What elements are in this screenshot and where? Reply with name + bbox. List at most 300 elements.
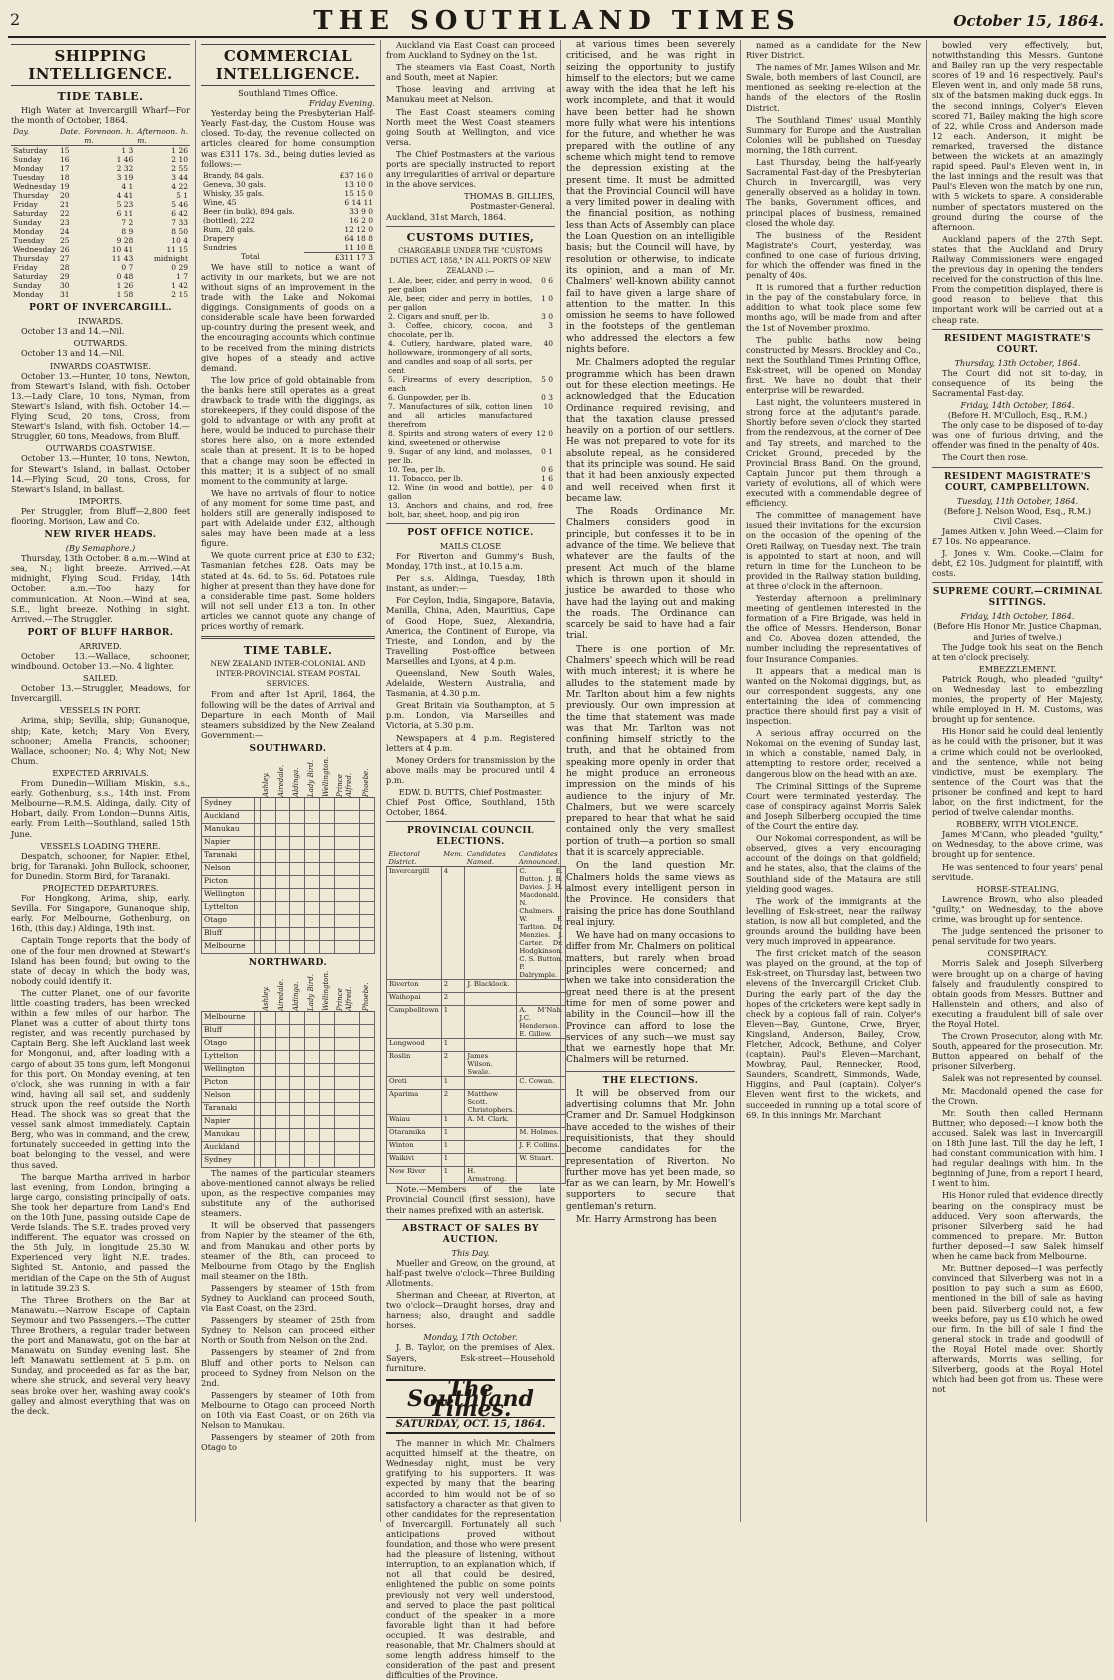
coastwise-in-text: October 13.—Hunter, 10 tons, Newton, from Stewart's Island, with fish. October 13.—Lady Clare, 10 tons, Nyman, from Stewart's Island, with fish. October 14.—Flying Scud, 20 tons, Cross, from Stewart's Island, with fish. October 14.—Struggler, 60 tons, Meadows, from Bluff.	[11, 370, 190, 442]
duty-row	[201, 171, 375, 180]
po-text-5: Great Britain via Southampton, at 5 p.m. London, via Marseilles and Victoria, at 5.30 p.m.	[386, 700, 555, 731]
northward-corner	[202, 971, 255, 1012]
northward-date	[360, 1128, 375, 1141]
ship-name: Prince Alfred.	[336, 986, 354, 1011]
southward-date	[305, 927, 320, 940]
southward-date	[275, 875, 290, 888]
southward-date	[275, 836, 290, 849]
southward-date	[334, 914, 359, 927]
southward-date	[320, 823, 335, 836]
northward-date	[290, 1154, 305, 1167]
duty-item: Brandy, 84 gals.	[203, 170, 265, 180]
northward-date	[275, 1128, 290, 1141]
tide-cell: midnight	[153, 254, 188, 264]
northward-date	[334, 1037, 359, 1050]
news-para-15: The work of the immigrants at the levelling of Esk-street, near the railway station, is now all but completed, and the grounds around the building have been very much improved in appearance.	[746, 895, 921, 947]
coastwise-in-label: INWARDS COASTWISE.	[49, 360, 152, 371]
elections-cell: 1	[441, 1141, 465, 1154]
southward-date	[290, 914, 305, 927]
southward-date	[320, 875, 335, 888]
office-date: Friday Evening.	[308, 98, 375, 109]
editorial-para-7: It will be observed from our advertising columns that Mr. John Cramer and Dr. Samuel Hodgkinson have acceded to the wishes of their requisitionists, that they should become candidates for the representation of Riverton. No further move has yet been made, so far as we can learn, by Mr. Howell's supporters to secure that gentleman's return.	[566, 1088, 735, 1212]
page-number: 2	[10, 10, 21, 29]
news-para-3: The Southland Times' usual Monthly Summary for Europe and the Australian Colonies will be published on Tuesday morning, the 18th current.	[746, 114, 921, 155]
southward-date	[320, 849, 335, 862]
elections-column-header: Electoral District.	[387, 850, 442, 867]
southward-row	[202, 875, 375, 888]
rm-text-1: The Court did not sit to-day, in consequence of its being the Sacramental Fast-day.	[932, 367, 1103, 398]
elections-cell	[517, 993, 566, 1006]
tide-row	[11, 245, 190, 254]
southward-row	[202, 823, 375, 836]
duty-item: (bottled), 222	[203, 215, 255, 225]
customs-duty-row	[386, 465, 555, 474]
customs-duty-row	[386, 294, 555, 312]
northward-row	[202, 1102, 375, 1115]
northward-date	[334, 1076, 359, 1089]
northward-date	[320, 1076, 335, 1089]
customs-duty-rate: 0 6	[541, 464, 553, 474]
elections-cell: Winton	[387, 1141, 442, 1154]
elections-cell	[517, 1167, 566, 1184]
northward-date	[305, 1141, 320, 1154]
editorial-para-4: There is one portion of Mr. Chalmers' speech which will be read with much interest; it is where he alludes to the statement made by Mr. Tarlton about him a few nights previously. Our own impression at the time that statement was made was that Mr. Tarlton was not confining himself strictly to the truth, and that he obtained from speaking more openly in order that he might produce an erroneous impression on the minds of his audience to the injury of Mr. Chalmers, but we were scarcely prepared to hear that what he said contained only the very smallest portion of truth—a portion so small that it is scarcely appreciable.	[566, 644, 735, 859]
sc-text-1: The Judge took his seat on the Bench at ten o'clock precisely.	[932, 641, 1103, 662]
tide-column-header: Forenoon. h. m.	[84, 127, 134, 146]
southward-date	[360, 836, 375, 849]
customs-duty-rate: 5 0	[541, 374, 553, 384]
in-port-text: Arima, ship; Sevilla, ship; Gunanoque, ship; Kate, ketch; Mary Von Every, schooner; Amelia Francis, schooner; Wallace, schooner; No. 4; Why Not; New Chum.	[11, 715, 190, 766]
commercial-para-1: We have still to notice a want of activity in our markets, but we are not without signs of an improvement in the trade with the Lake and Nokomai diggings. Consignments of goods on a considerable scale have been forwarded up-country during the present week, and the encouraging accounts which continue to be received from the mining districts give hopes of a steady and active demand.	[201, 261, 375, 373]
elections-cell: H. Armstrong.	[465, 1167, 517, 1184]
southward-date	[305, 914, 320, 927]
elections-cell: W. Stuart.	[517, 1154, 566, 1167]
tide-row	[11, 155, 190, 164]
camp-case-2: J. Jones v. Wm. Cooke.—Claim for debt, £2 10s. Judgment for plaintiff, with costs.	[932, 548, 1103, 579]
elections-row	[387, 1006, 566, 1039]
duties-total	[201, 252, 375, 262]
sc-text-14: Mr. Buttner deposed—I was perfectly convinced that Silverberg was not in a position to pay such a sum as £600, mentioned in the bill of sale as having been paid. Silverberg could not, a few weeks before, pay us £10 which he owed our firm. In the bill of sale I find the general stock in trade and goodwill of the Royal Hotel made over. Shortly afterwards, Morris was selling, for Silverberg, goods at the Royal Hotel which had been got from us. These were not	[932, 1263, 1103, 1395]
southward-date	[260, 797, 275, 810]
southward-date	[260, 901, 275, 914]
customs-duty-rate: 4 0	[541, 482, 553, 492]
northward-date	[305, 1102, 320, 1115]
southward-date	[260, 940, 275, 953]
elections-cell: Waikivi	[387, 1154, 442, 1167]
editorial-para-1: at various times been severely criticised, and he was right in seizing the opportunity to justify himself to the electors; but we came away with the idea that he left his work incomplete, and that it would have been better had he shown more fully what were his intentions for the future, and whether he was prepared with the outline of any scheme which might tend to remove the depression existing at the present time. It must be admitted that the Provincial Council will have a very limited power in dealing with the financial position, as nothing less than Acts of Assembly can place the Loan Question on an intelligible basis; but the Council will have, by resolution or otherwise, to indicate its opinion, and a man of Mr. Chalmers' well-known ability cannot fail to have given a large share of attention to the matter. In this omission he seems to have followed in the footsteps of the gentleman who addressed the electors a few nights before.	[566, 40, 735, 356]
customs-notice-4: The East Coast steamers coming North meet the West Coast steamers going South at Wellington, and vice versa.	[386, 106, 555, 147]
commercial-para-2: The low price of gold obtainable from the banks here still operates as a great drawback to trade with the diggings, as storekeepers, if they could dispose of the gold to advantage or with any profit at here, would be induced to purchase their stores here also, on a more extended scale than at present. It is to be hoped that a change may soon be effected in this matter; it is a subject of no small moment to the community at large.	[201, 374, 375, 486]
bluff-sailed-text: October 13.—Struggler, Meadows, for Invercargill.	[11, 683, 190, 704]
camp-civil: Civil Cases.	[993, 515, 1042, 526]
northward-date	[260, 1063, 275, 1076]
tide-row	[11, 200, 190, 209]
northward-date	[360, 1089, 375, 1102]
customs-duty-item: 2. Cigars and snuff, per lb.	[388, 311, 490, 321]
elections-heading: THE ELECTIONS.	[602, 1075, 699, 1086]
tide-cell: Friday	[13, 263, 38, 273]
northward-date	[320, 1154, 335, 1167]
shipping-para-4: The Three Brothers on the Bar at Manawatu.—Narrow Escape of Captain Seymour and two Passengers.—The cutter Three Brothers, a regular trader between the port and Manawatu, got on the bar at Manawatu on Sunday evening last. She left Manawatu settlement at 5 p.m. on Sunday, and proceeded as far as the bar, where she struck, and several very heavy seas broke over her, washing away cook's galley and almost everything that was on the deck.	[11, 1294, 190, 1416]
inwards-text: October 13 and 14.—Nil.	[21, 326, 125, 337]
shipping-para-3: The barque Martha arrived in harbor last evening, from London, bringing a large cargo, consisting principally of oats. She took her departure from Land's End on the 10th June, passing outside Cape de Verde Islands. The S.E. trades proved very indifferent. The equator was crossed on the 5th July, in longitude 25.30 W. Experienced very light N.E. trades. Sighted St. Antonio, and passed the meridian of the Cape on the 5th of August in latitude 39.23 S.	[11, 1171, 190, 1293]
ship-name: Wellington.	[321, 756, 330, 797]
news-para-1: named as a candidate for the New River District.	[746, 40, 921, 61]
tide-cell: 3 19	[116, 173, 134, 183]
northward-port: Taranaki	[202, 1102, 255, 1115]
elections-cell: Roslin	[387, 1052, 442, 1077]
northward-row	[202, 1037, 375, 1050]
tide-row	[11, 182, 190, 191]
southward-date	[275, 797, 290, 810]
tide-cell: 9 28	[116, 236, 134, 246]
bluff-heading: PORT OF BLUFF HARBOR.	[27, 627, 174, 638]
tide-column-header: Day.	[11, 127, 58, 146]
column-commercial	[196, 40, 381, 1522]
southward-date	[290, 836, 305, 849]
duty-item: Wine, 45	[203, 197, 237, 207]
northward-port: Picton	[202, 1076, 255, 1089]
mails-close-label: MAILS CLOSE	[439, 540, 502, 551]
northward-date	[305, 1089, 320, 1102]
rm-date-1: Thursday, 13th October, 1864.	[954, 357, 1081, 368]
southward-heading: SOUTHWARD.	[249, 743, 327, 754]
masthead	[8, 6, 1106, 38]
elections-cell: 1	[441, 1039, 465, 1052]
elections-cell: Otaramika	[387, 1128, 442, 1141]
southward-date	[360, 901, 375, 914]
southward-date	[360, 823, 375, 836]
northward-table	[201, 971, 375, 1168]
southward-date	[260, 823, 275, 836]
southward-date	[334, 901, 359, 914]
customs-duty-rate: 1 0	[541, 293, 553, 303]
northward-date	[275, 1089, 290, 1102]
southward-port: Sydney	[202, 797, 255, 810]
southward-date	[320, 901, 335, 914]
camp-date: Tuesday, 11th October, 1864.	[956, 495, 1079, 506]
timetable-note-3: Passengers by steamer of 15th from Sydney to Auckland can proceed South, via East Coast, on the 23rd.	[201, 1282, 375, 1314]
northward-port: Manukau	[202, 1128, 255, 1141]
northward-date	[360, 1011, 375, 1024]
duty-item: Geneva, 30 gals.	[203, 179, 267, 189]
tide-cell: Sunday	[13, 281, 42, 291]
po-text-2: Per s.s. Aldinga, Tuesday, 18th instant, as under:—	[386, 573, 555, 594]
tide-cell: 27	[59, 254, 70, 264]
southward-date	[320, 836, 335, 849]
column-shipping	[6, 40, 196, 1522]
northward-date	[320, 1141, 335, 1154]
customs-duty-rate: 12 0	[536, 428, 553, 438]
tide-row	[11, 272, 190, 281]
tide-cell: 10 4	[171, 236, 188, 246]
sc-date: Friday, 14th October, 1864.	[960, 611, 1075, 622]
southward-date	[275, 940, 290, 953]
river-heads-sub: (By Semaphore.)	[65, 543, 136, 554]
auction-day: This Day.	[451, 1247, 490, 1258]
southward-date	[260, 810, 275, 823]
northward-date	[305, 1037, 320, 1050]
elections-cell	[465, 1141, 517, 1154]
northward-date	[320, 1102, 335, 1115]
tide-cell: Saturday	[13, 209, 48, 219]
sc-judge: (Before His Honor Mr. Justice Chapman, and Juries of twelve.)	[933, 621, 1102, 642]
customs-heading: CUSTOMS DUTIES,	[406, 230, 535, 244]
timetable-note-1: The names of the particular steamers above-mentioned cannot always be relied upon, as the respective companies may substitute any of the authorised steamers.	[201, 1167, 375, 1219]
tide-row	[11, 281, 190, 290]
northward-date	[260, 1141, 275, 1154]
southward-port: Manukau	[202, 823, 255, 836]
loading-text: Despatch, schooner, for Napier. Ethel, brig, for Taranaki. John Bullock, schooner, for Dunedin. Storm Bird, for Taranaki.	[11, 850, 190, 881]
northward-date	[320, 1063, 335, 1076]
tide-cell: Friday	[13, 200, 38, 210]
tide-cell: 28	[59, 263, 70, 273]
elections-cell: 1	[441, 1006, 465, 1039]
sc-robbery: ROBBERY, WITH VIOLENCE.	[956, 819, 1079, 830]
shipping-para-1: Captain Tonge reports that the body of one of the four men drowned at Stewart's Island has been found; but owing to the state of decay in which the body was, nobody could identify it.	[11, 935, 190, 986]
auction-3: J. B. Taylor, on the premises of Alex. Sayers, Esk-street—Household furniture.	[386, 1342, 555, 1373]
southward-row	[202, 901, 375, 914]
tide-cell: 22	[59, 209, 70, 219]
customs-duty-rate: free	[537, 500, 553, 510]
southward-date	[334, 940, 359, 953]
elections-column-header: Candidates Named.	[465, 850, 517, 867]
news-para-2: The names of Mr. James Wilson and Mr. Swale, both members of last Council, are mentioned as seeking re-election at the hands of the electors of the Roslin District.	[746, 62, 922, 113]
sc-text-10: Salek was not represented by counsel.	[942, 1073, 1103, 1084]
elections-cell	[517, 980, 566, 993]
northward-date	[320, 1050, 335, 1063]
column-news	[741, 40, 927, 1522]
tide-cell: Thursday	[13, 254, 49, 264]
northward-row	[202, 1024, 375, 1037]
northward-ship-header	[360, 971, 375, 1012]
tide-cell: 1 26	[116, 281, 134, 291]
customs-duty-table	[386, 276, 555, 519]
courts-para-2: Auckland papers of the 27th Sept. states that the Auckland and Drury Railway Commissioners were engaged the previous day in opening the tenders received for the construction of this line. From the competition displayed, there is good reason to believe that this important work will be carried out at a cheap rate.	[932, 233, 1103, 325]
duty-item: Rum, 28 gals.	[203, 224, 256, 234]
editorial-para-8: Mr. Harry Armstrong has been	[576, 1214, 717, 1225]
camp-case-1: James Aitken v. John Weed.—Claim for £7 10s. No appearance.	[932, 525, 1103, 546]
tide-cell: Sunday	[13, 218, 42, 228]
southward-date	[290, 927, 305, 940]
customs-duty-row	[386, 339, 555, 375]
southward-date	[305, 823, 320, 836]
tide-row	[11, 263, 190, 272]
elections-cell: Campbelltown	[387, 1006, 442, 1039]
southward-date	[260, 914, 275, 927]
northward-row	[202, 1115, 375, 1128]
duty-amount: 16 2 0	[349, 215, 373, 225]
southward-date	[305, 849, 320, 862]
news-para-7: The public baths now being constructed by Messrs. Brockley and Co., next the Southland Times Printing Office, Esk-street, will be opened on Monday first. We have no doubt that their enterprise will be rewarded.	[746, 334, 921, 396]
southward-ship-header	[275, 757, 290, 798]
elections-cell: 2	[441, 980, 465, 993]
southward-date	[260, 849, 275, 862]
po-text-3: For Ceylon, India, Singapore, Batavia, Manilla, China, Aden, Mauritius, Cape of Good Hope, Suez, Alexandria, America, the Continent of Europe, via Trieste, and London, and by the Travelling Post-office between Marseilles and Lyons, at 4 p.m.	[386, 595, 555, 666]
loading-label: VESSELS LOADING THERE.	[40, 840, 161, 851]
northward-date	[260, 1115, 275, 1128]
ship-name: Airedale.	[277, 978, 286, 1011]
southward-date	[360, 888, 375, 901]
news-para-5: The business of the Resident Magistrate's Court, yesterday, was confined to one case of furious driving, for which the offender was fined in the penalty of 40s.	[746, 229, 921, 281]
tide-cell: 1 7	[176, 272, 188, 282]
northward-row	[202, 1141, 375, 1154]
elections-row	[387, 1077, 566, 1090]
in-port-label: VESSELS IN PORT.	[60, 705, 141, 716]
customs-duty-rate: 3 0	[541, 311, 553, 321]
auction-monday: Monday, 17th October.	[423, 1332, 518, 1343]
po-text-6: Newspapers at 4 p.m. Registered letters at 4 p.m.	[386, 732, 555, 753]
southward-date	[305, 940, 320, 953]
southward-ship-header	[360, 757, 375, 798]
bluff-arrived-text: October 13.—Wallace, schooner, windbound. October 13.—No. 4 lighter.	[11, 650, 190, 671]
southward-date	[305, 797, 320, 810]
duty-row	[201, 243, 375, 252]
timetable-sub: NEW ZEALAND INTER-COLONIAL AND INTER-PROVINCIAL STEAM POSTAL SERVICES.	[210, 659, 366, 689]
tide-cell: Saturday	[13, 272, 48, 282]
elections-cell: A. M. Clark.	[465, 1115, 517, 1128]
tide-cell: 11 15	[166, 245, 188, 255]
elections-cell: James Wilson. Swale.	[465, 1052, 517, 1077]
elections-cell: Matthew Scott. Christophers.	[465, 1090, 517, 1115]
customs-notice-2: The steamers via East Coast, North and South, meet at Napier.	[386, 62, 555, 83]
northward-date	[275, 1037, 290, 1050]
northward-date	[334, 1141, 359, 1154]
southward-port: Taranaki	[202, 849, 255, 862]
southward-row	[202, 927, 375, 940]
tide-cell: 15	[59, 146, 70, 156]
southward-row	[202, 849, 375, 862]
southward-date	[305, 875, 320, 888]
southward-ship-header	[320, 757, 335, 798]
northward-date	[275, 1050, 290, 1063]
southward-date	[260, 927, 275, 940]
northward-date	[290, 1037, 305, 1050]
northward-date	[334, 1115, 359, 1128]
elections-cell: Oreti	[387, 1077, 442, 1090]
tide-row	[11, 146, 190, 156]
tide-cell: 1 42	[171, 281, 188, 291]
northward-port: Melbourne	[202, 1011, 255, 1024]
northward-date	[320, 1024, 335, 1037]
customs-notice-5: The Chief Postmasters at the various ports are specially instructed to report any irregularities of arrival or departure in the above services.	[386, 148, 555, 190]
southward-date	[334, 888, 359, 901]
northward-port: Nelson	[202, 1089, 255, 1102]
elections-cell: 1	[441, 1115, 465, 1128]
northward-port: Sydney	[202, 1154, 255, 1167]
southward-date	[360, 914, 375, 927]
northward-row	[202, 1076, 375, 1089]
tide-cell: 0 7	[121, 263, 134, 273]
duty-row	[201, 198, 375, 207]
elections-row	[387, 1090, 566, 1115]
southward-date	[334, 797, 359, 810]
rm-judge: (Before H. M'Culloch, Esq., R.M.)	[947, 410, 1088, 421]
tide-cell: 26	[59, 245, 70, 255]
tide-cell: Monday	[13, 290, 44, 300]
northward-date	[334, 1011, 359, 1024]
editorial-lead: The manner in which Mr. Chalmers acquitted himself at the theatre, on Wednesday night, must be very gratifying to his supporters. It was expected by many that the bearing accorded to him would not be of so satisfactory a character as that given to other candidates for the representation of Invercargill. Fortunately all such anticipations proved without foundation, and those who were present had the pleasure of listening, without interruption, to an explanation which, if not all that could be desired, enlightened the public on some points previously not very well understood, and served to place the past political conduct of the speaker in a more favorable light than it had before occupied. It was desirable, and reasonable, that Mr. Chalmers should at some length address himself to the consideration of the past and present difficulties of the Province.	[386, 1438, 555, 1680]
elections-cell: Invercargill	[387, 867, 442, 980]
ship-name: Lady Bird.	[306, 973, 315, 1011]
column-customs	[381, 40, 563, 1680]
elections-cell	[465, 1128, 517, 1141]
po-signature: EDW. D. BUTTS, Chief Postmaster.	[398, 787, 543, 798]
timetable-note-6: Passengers by steamer of 10th from Melbourne to Otago can proceed North on 10th via East Coast, or on 26th via Nelson to Manukau.	[201, 1389, 375, 1431]
tide-cell: Monday	[13, 227, 44, 237]
auction-heading: ABSTRACT OF SALES BY AUCTION.	[402, 1223, 539, 1245]
customs-duty-row	[386, 312, 555, 321]
sc-text-5: He was sentenced to four years' penal servitude.	[932, 861, 1103, 882]
southward-date	[360, 940, 375, 953]
duty-amount: 15 15 0	[344, 188, 373, 198]
commercial-para-3: We have no arrivals of flour to notice of any moment for some time past, and holders still are generally indisposed to part with Adelaide under £32, although sales may have been made at a less figure.	[201, 487, 375, 549]
customs-duty-rate: 40	[543, 338, 553, 348]
outwards-text: October 13 and 14.—Nil.	[21, 348, 125, 359]
tide-cell: 11 43	[111, 254, 134, 264]
inwards-label: INWARDS.	[78, 316, 123, 327]
column-courts	[927, 40, 1108, 1522]
northward-date	[320, 1128, 335, 1141]
rm-text-2: The only case to be disposed of to-day was one of furious driving, and the offender was fined in the penalty of 40s.	[932, 420, 1103, 451]
northward-date	[305, 1063, 320, 1076]
shipping-para-2: The cutter Planet, one of our favorite little coasting traders, has been wrecked within a few miles of our harbor. The Planet was a cutter of about thirty tons register, and was recently purchased by Captain Berg. She left Auckland last week for Mongonui, and, after loading with a cargo of about 35 tons gum, left Mongonui for this port. On Monday evening, at ten o'clock, she was running in with a fair wind, having all sail set, and suddenly struck upon the reef outside the North Head. The shock was so great that the vessel sank almost immediately. Captain Berg, who was in command, and the crew, fortunately succeeded in getting into the boat belonging to the vessel, and were thus saved.	[11, 987, 190, 1170]
news-para-16: The first cricket match of the season was played on the ground, at the top of Esk-street, on Thursday last, between two elevens of the Invercargill Cricket Club. During the early part of the day the hopes of the cricketers were kept sadly in check by a copious fall of rain. Colyer's Eleven—Bay, Guntone, Crwe, Bryer, Kingsland, Anderson, Bailey, Crow, Fletcher, Adcock, Bethune, and Colyer (captain). Paul's Eleven—Marchant, Mowbray, Paul, Rennecker, Rood, Saunders, Scandrett, Simmonds, Wade, Higgins, and Paul (captain). Colyer's Eleven went first to the wickets, and succeeded in running up a total score of 69. In this innings Mr. Marchant	[746, 948, 922, 1120]
sc-horse: HORSE-STEALING.	[976, 883, 1059, 894]
customs-duty-row	[386, 501, 555, 519]
duty-row	[201, 234, 375, 243]
ship-name: Wellington.	[321, 970, 330, 1011]
northward-date	[305, 1115, 320, 1128]
southward-date	[334, 823, 359, 836]
tide-cell: 29	[59, 272, 70, 282]
southward-row	[202, 862, 375, 875]
southward-date	[320, 914, 335, 927]
southward-date	[305, 901, 320, 914]
news-para-4: Last Thursday, being the half-yearly Sacramental Fast-day of the Presbyterian Church in Invercargill, was very generally observed as a holiday in town. The banks, Government offices, and principal places of business, remained closed the whole day.	[746, 157, 921, 228]
duty-row	[201, 180, 375, 189]
tide-cell: 18	[59, 173, 70, 183]
elections-cell	[517, 1090, 566, 1115]
tide-cell: 10 41	[111, 245, 134, 255]
sc-text-3: His Honor said he could deal leniently as he could with the prisoner, but it was a crime which could not be overlooked, and the sentence, while not being vindictive, must be exemplary. The sentence of the Court was that the prisoner be confined and kept to hard labor, on the first indictment, for the period of twelve calendar months.	[932, 726, 1103, 818]
northward-date	[360, 1063, 375, 1076]
elections-cell	[465, 1006, 517, 1039]
southward-date	[320, 810, 335, 823]
southward-date	[360, 797, 375, 810]
duty-amount: 12 12 0	[344, 224, 373, 234]
elections-cell: Waiau	[387, 1115, 442, 1128]
elections-table	[386, 850, 566, 1184]
customs-duty-rate: 10	[543, 401, 553, 411]
tide-row	[11, 236, 190, 245]
editorial-para-6: We have had on many occasions to differ from Mr. Chalmers on political matters, but rarely when broad principles were concerned; and when we take into consideration the great need there is at the present time for men of some power and ability in the Council—how ill the Province can afford to lose the services of any such—we must say that we earnestly hope that Mr. Chalmers will be returned.	[566, 931, 735, 1066]
northward-ship-header	[320, 971, 335, 1012]
tide-cell: 3 44	[171, 173, 188, 183]
elections-row	[387, 1039, 566, 1052]
elections-row	[387, 980, 566, 993]
tide-column-header: Date.	[58, 127, 82, 146]
southward-date	[275, 888, 290, 901]
northward-date	[334, 1024, 359, 1037]
northward-date	[290, 1024, 305, 1037]
timetable-intro: From and after 1st April, 1864, the following will be the dates of Arrival and Departure in each Month of Mail steamers subsidized by the New Zealand Government:—	[201, 689, 375, 740]
northward-date	[290, 1115, 305, 1128]
southward-date	[275, 810, 290, 823]
southward-date	[320, 862, 335, 875]
news-para-13: The Criminal Sittings of the Supreme Court were terminated yesterday. The case of conspiracy against Morris Salek and Joseph Silberberg occupied the time of the Court the entire day.	[746, 780, 921, 832]
southward-date	[290, 940, 305, 953]
